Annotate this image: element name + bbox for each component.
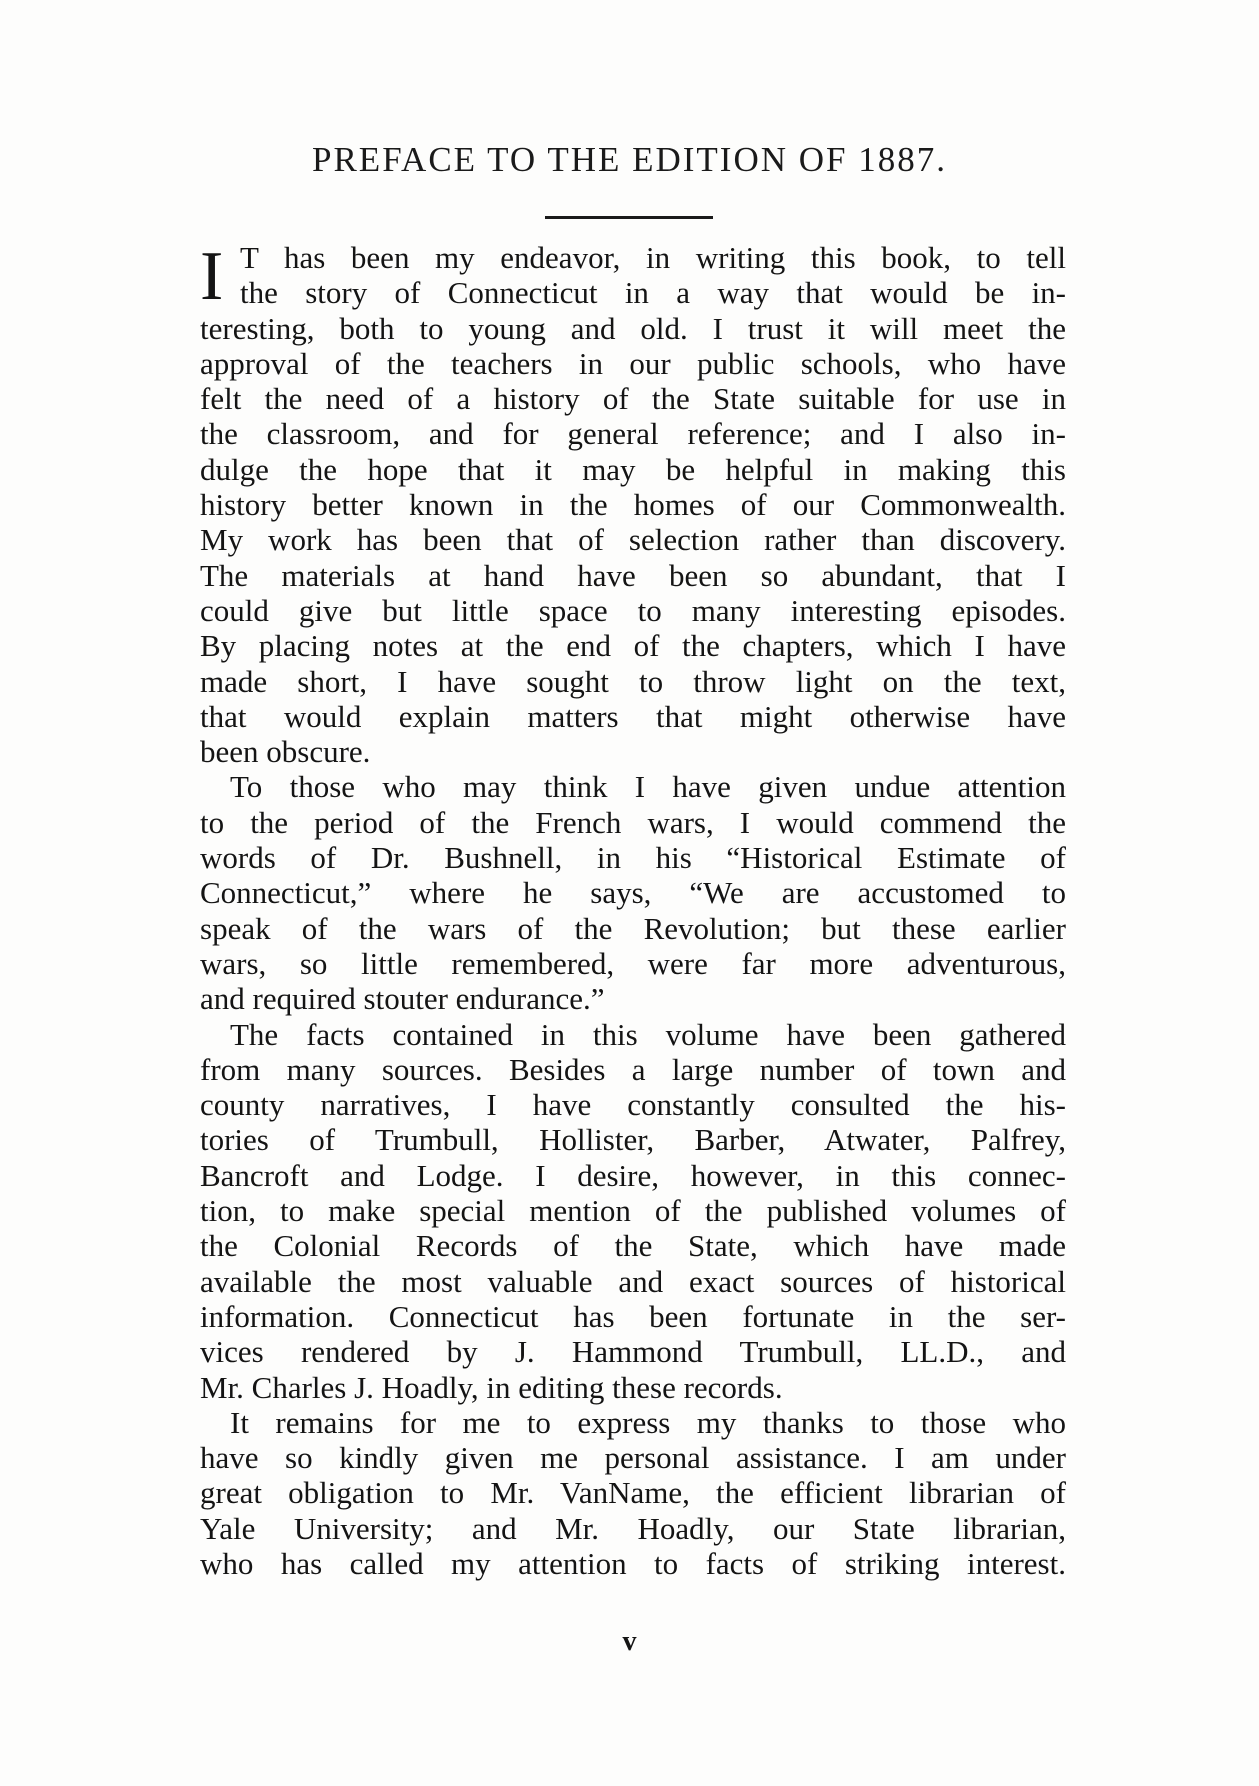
- text-line: and required stouter endurance.”: [200, 981, 605, 1017]
- text-line: approval of the teachers in our public schools, who have: [200, 345, 1066, 381]
- text-line: The materials at hand have been so abundant, that I: [200, 557, 1066, 593]
- preface-body: [200, 240, 1066, 1581]
- text-line: the Colonial Records of the State, which have made: [200, 1228, 1066, 1264]
- text-line: available the most valuable and exact sources of historical: [200, 1263, 1066, 1299]
- text-line: teresting, both to young and old. I trust it will meet the: [200, 310, 1066, 346]
- title-divider: [545, 216, 713, 219]
- text-line: words of Dr. Bushnell, in his “Historical Estimate of: [200, 840, 1066, 876]
- text-line: to the period of the French wars, I would commend the: [200, 804, 1066, 840]
- text-line: tion, to make special mention of the published volumes of: [200, 1193, 1066, 1229]
- text-line: Bancroft and Lodge. I desire, however, in this connec-: [200, 1157, 1066, 1193]
- text-line: To those who may think I have given undue attention: [230, 769, 1066, 805]
- text-line: speak of the wars of the Revolution; but these earlier: [200, 910, 1066, 946]
- text-line: Yale University; and Mr. Hoadly, our State librarian,: [200, 1510, 1066, 1546]
- text-line: information. Connecticut has been fortunate in the ser-: [200, 1298, 1066, 1334]
- text-line: felt the need of a history of the State suitable for use in: [200, 381, 1066, 417]
- text-line: history better known in the homes of our Commonwealth.: [200, 487, 1066, 523]
- text-line: great obligation to Mr. VanName, the efficient librarian of: [200, 1475, 1066, 1511]
- text-line: It remains for me to express my thanks to those who: [230, 1404, 1066, 1440]
- text-line: wars, so little remembered, were far more adventurous,: [200, 945, 1066, 981]
- text-line: who has called my attention to facts of striking interest.: [200, 1545, 1066, 1581]
- text-line: Mr. Charles J. Hoadly, in editing these records.: [200, 1369, 783, 1405]
- text-line: the story of Connecticut in a way that would be in-: [240, 275, 1066, 311]
- text-line: tories of Trumbull, Hollister, Barber, Atwater, Palfrey,: [200, 1122, 1066, 1158]
- page-title: PREFACE TO THE EDITION OF 1887.: [312, 140, 947, 179]
- text-line: county narratives, I have constantly consulted the his-: [200, 1087, 1066, 1123]
- text-line: Connecticut,” where he says, “We are accustomed to: [200, 875, 1066, 911]
- text-line: from many sources. Besides a large number of town and: [200, 1051, 1066, 1087]
- text-line: vices rendered by J. Hammond Trumbull, LL.D., and: [200, 1334, 1066, 1370]
- page-number: v: [622, 1626, 637, 1657]
- text-line: made short, I have sought to throw light on the text,: [200, 663, 1066, 699]
- text-line: the classroom, and for general reference; and I also in-: [200, 416, 1066, 452]
- text-line: been obscure.: [200, 734, 371, 770]
- text-line: By placing notes at the end of the chapters, which I have: [200, 628, 1066, 664]
- text-line: The facts contained in this volume have been gathered: [230, 1016, 1066, 1052]
- text-line: My work has been that of selection rather than discovery.: [200, 522, 1066, 558]
- text-line: T has been my endeavor, in writing this book, to tell: [240, 240, 1066, 275]
- text-line: could give but little space to many interesting episodes.: [200, 592, 1066, 628]
- text-line: dulge the hope that it may be helpful in making this: [200, 451, 1066, 487]
- drop-cap: I: [200, 238, 224, 315]
- text-line: that would explain matters that might otherwise have: [200, 698, 1066, 734]
- text-line: have so kindly given me personal assistance. I am under: [200, 1440, 1066, 1476]
